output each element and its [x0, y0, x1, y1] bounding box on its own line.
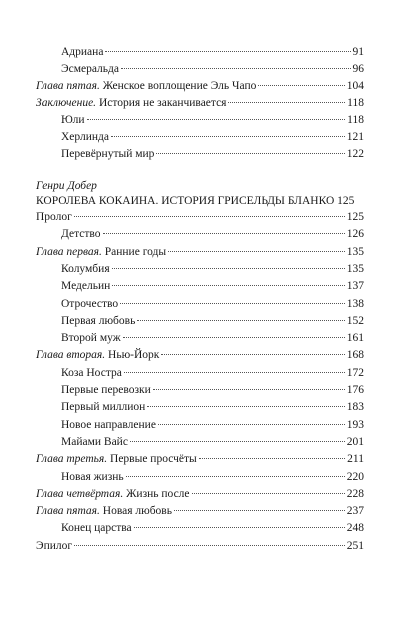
chapter-label: Глава пятая.: [36, 80, 100, 92]
toc-entry-title: [36, 209, 72, 225]
page-number: 193: [346, 418, 364, 431]
toc-entry-title: [61, 296, 118, 312]
toc-entry: [61, 382, 364, 398]
page-number: 138: [346, 297, 364, 310]
toc-entry-title: [61, 520, 132, 536]
toc-entry: [36, 538, 364, 554]
author-name: Генри Добер: [36, 180, 97, 192]
toc-entry-text: Женское воплощение Эль Чапо: [99, 80, 257, 92]
dot-leader: [105, 51, 350, 52]
toc-entry-title: [61, 226, 101, 242]
page-number: 220: [346, 470, 364, 483]
toc-entry: [61, 61, 364, 77]
toc-entry-title: [61, 146, 154, 162]
chapter-label: Глава третья.: [36, 453, 108, 466]
page-number: 176: [346, 384, 364, 396]
toc-entry-text: Медельин: [61, 280, 111, 293]
toc-entry: [61, 417, 364, 433]
dot-leader: [192, 493, 345, 494]
dot-leader: [161, 354, 344, 355]
toc-entry: [61, 278, 364, 294]
toc-entry: [36, 95, 364, 111]
page-number: 122: [346, 148, 364, 160]
toc-entry-text: Перевёрнутый мир: [61, 148, 155, 160]
chapter-label: Глава четвёртая.: [36, 487, 124, 500]
toc-entry-text: Конец царства: [61, 522, 132, 535]
toc-entry-title: [36, 451, 197, 467]
dot-leader: [153, 389, 345, 390]
toc-entry-title: [61, 129, 109, 145]
toc-entry-text: Жизнь после: [123, 487, 190, 500]
toc-entry: [61, 434, 364, 450]
page-number: 237: [346, 505, 364, 518]
toc-entry-text: Колумбия: [61, 262, 110, 275]
toc-entry-text: Первая любовь: [61, 314, 136, 327]
page-number: 161: [346, 332, 364, 345]
toc-entry: [61, 399, 364, 415]
toc-entry-title: [61, 382, 151, 398]
toc-entry-text: Майами Вайс: [61, 435, 128, 448]
toc-entry-title: [36, 347, 159, 363]
toc-entry: [61, 112, 364, 128]
page-number: 152: [346, 314, 364, 327]
toc-entry-text: Эпилог: [36, 539, 73, 552]
toc-entry: [36, 486, 364, 502]
toc-entry-title: [61, 434, 128, 450]
toc-entry: [61, 330, 364, 346]
toc-entry-text: Новое направление: [61, 418, 156, 431]
toc-entry: [36, 209, 364, 225]
dot-leader: [124, 372, 345, 373]
dot-leader: [103, 233, 345, 234]
page-number: 135: [346, 245, 364, 258]
dot-leader: [158, 424, 345, 425]
page-number: 91: [352, 46, 364, 58]
toc-entry: [61, 261, 364, 277]
toc-entry: [61, 129, 364, 145]
toc-entry: [61, 226, 364, 242]
toc-entry: [61, 44, 364, 60]
toc-entry-text: Первые просчёты: [107, 453, 197, 466]
dot-leader: [74, 216, 345, 217]
page-number: 201: [346, 435, 364, 448]
dot-leader: [121, 68, 351, 69]
toc-entry-title: [61, 112, 85, 128]
dot-leader: [112, 285, 344, 286]
page-number: 135: [346, 262, 364, 275]
toc-entry: [61, 469, 364, 485]
chapter-label: Глава первая.: [36, 245, 102, 258]
chapter-label: Заключение.: [36, 97, 97, 109]
page-number: 172: [346, 366, 364, 379]
dot-leader: [112, 268, 345, 269]
page-number: 211: [347, 453, 364, 466]
toc-entry-title: [36, 503, 172, 519]
dot-leader: [156, 153, 344, 154]
book-title: КОРОЛЕВА КОКАИНА. ИСТОРИЯ ГРИСЕЛЬДЫ БЛАНКО 125: [36, 195, 355, 207]
toc-entry-title: [36, 486, 190, 502]
toc-entry-title: [61, 417, 156, 433]
toc-entry-title: [61, 399, 145, 415]
toc-entry-text: Детство: [61, 228, 101, 241]
page-number: 228: [346, 487, 364, 500]
dot-leader: [147, 406, 344, 407]
page-number: 121: [346, 131, 364, 143]
page-number: 125: [346, 211, 364, 223]
toc-entry-text: Новая любовь: [99, 505, 172, 518]
toc-entry-title: [36, 78, 256, 94]
dot-leader: [111, 136, 345, 137]
dot-leader: [137, 320, 344, 321]
dot-leader: [130, 441, 345, 442]
dot-leader: [199, 458, 345, 459]
page-number: 118: [347, 97, 364, 109]
chapter-label: Глава вторая.: [36, 349, 106, 362]
toc-entry-text: Второй муж: [61, 332, 121, 345]
toc-entry-title: [36, 244, 166, 260]
toc-entry-text: История не заканчивается: [96, 97, 227, 109]
chapter-label: Глава пятая.: [36, 505, 100, 518]
page-number: 126: [346, 228, 364, 241]
toc-entry-text: Адриана: [61, 46, 104, 58]
toc-entry-text: Нью-Йорк: [105, 349, 160, 362]
page-number: 251: [346, 539, 364, 552]
toc-entry-title: [61, 469, 124, 485]
toc-entry: [61, 146, 364, 162]
toc-entry: [61, 313, 364, 329]
toc-entry-title: [61, 313, 135, 329]
toc-entry: [61, 520, 364, 536]
page-number: 248: [346, 522, 364, 535]
toc-entry-title: [36, 538, 72, 554]
toc-entry-text: Ранние годы: [101, 245, 167, 258]
dot-leader: [74, 545, 345, 546]
dot-leader: [120, 303, 345, 304]
dot-leader: [174, 510, 345, 511]
dot-leader: [126, 476, 345, 477]
toc-entry-title: [36, 95, 226, 111]
dot-leader: [87, 119, 346, 120]
dot-leader: [123, 337, 345, 338]
toc-entry-text: Юли: [61, 114, 85, 126]
toc-entry-text: Первые перевозки: [61, 384, 151, 396]
toc-entry-title: [61, 61, 119, 77]
toc-entry-title: [61, 44, 103, 60]
toc-entry-text: Новая жизнь: [61, 470, 124, 483]
toc-entry-title: [61, 278, 110, 294]
toc-entry-text: Херлинда: [61, 131, 110, 143]
toc-entry: [61, 365, 364, 381]
toc-entry-text: Эсмеральда: [61, 63, 119, 75]
dot-leader: [228, 102, 345, 103]
page-number: 104: [346, 80, 364, 92]
toc-entry: [36, 347, 364, 363]
page-number: 118: [347, 114, 364, 126]
page-number: 96: [352, 63, 364, 75]
toc-entry-text: Коза Ностра: [61, 366, 122, 379]
toc-entry-title: [61, 365, 122, 381]
dot-leader: [168, 251, 345, 252]
toc-entry: [61, 296, 364, 312]
toc-entry-title: [61, 330, 121, 346]
toc-entry: [36, 244, 364, 260]
toc-entry-text: Отрочество: [61, 297, 119, 310]
toc-entry-title: [61, 261, 110, 277]
toc-entry: [36, 503, 364, 519]
dot-leader: [258, 85, 344, 86]
toc-entry: [36, 78, 364, 94]
dot-leader: [134, 527, 345, 528]
page-number: 137: [346, 280, 364, 293]
toc-entry: [36, 451, 364, 467]
toc-entry-text: Первый миллион: [61, 401, 146, 414]
page-number: 168: [346, 349, 364, 362]
toc-entry-text: Пролог: [36, 211, 72, 223]
page-number: 183: [346, 401, 364, 414]
